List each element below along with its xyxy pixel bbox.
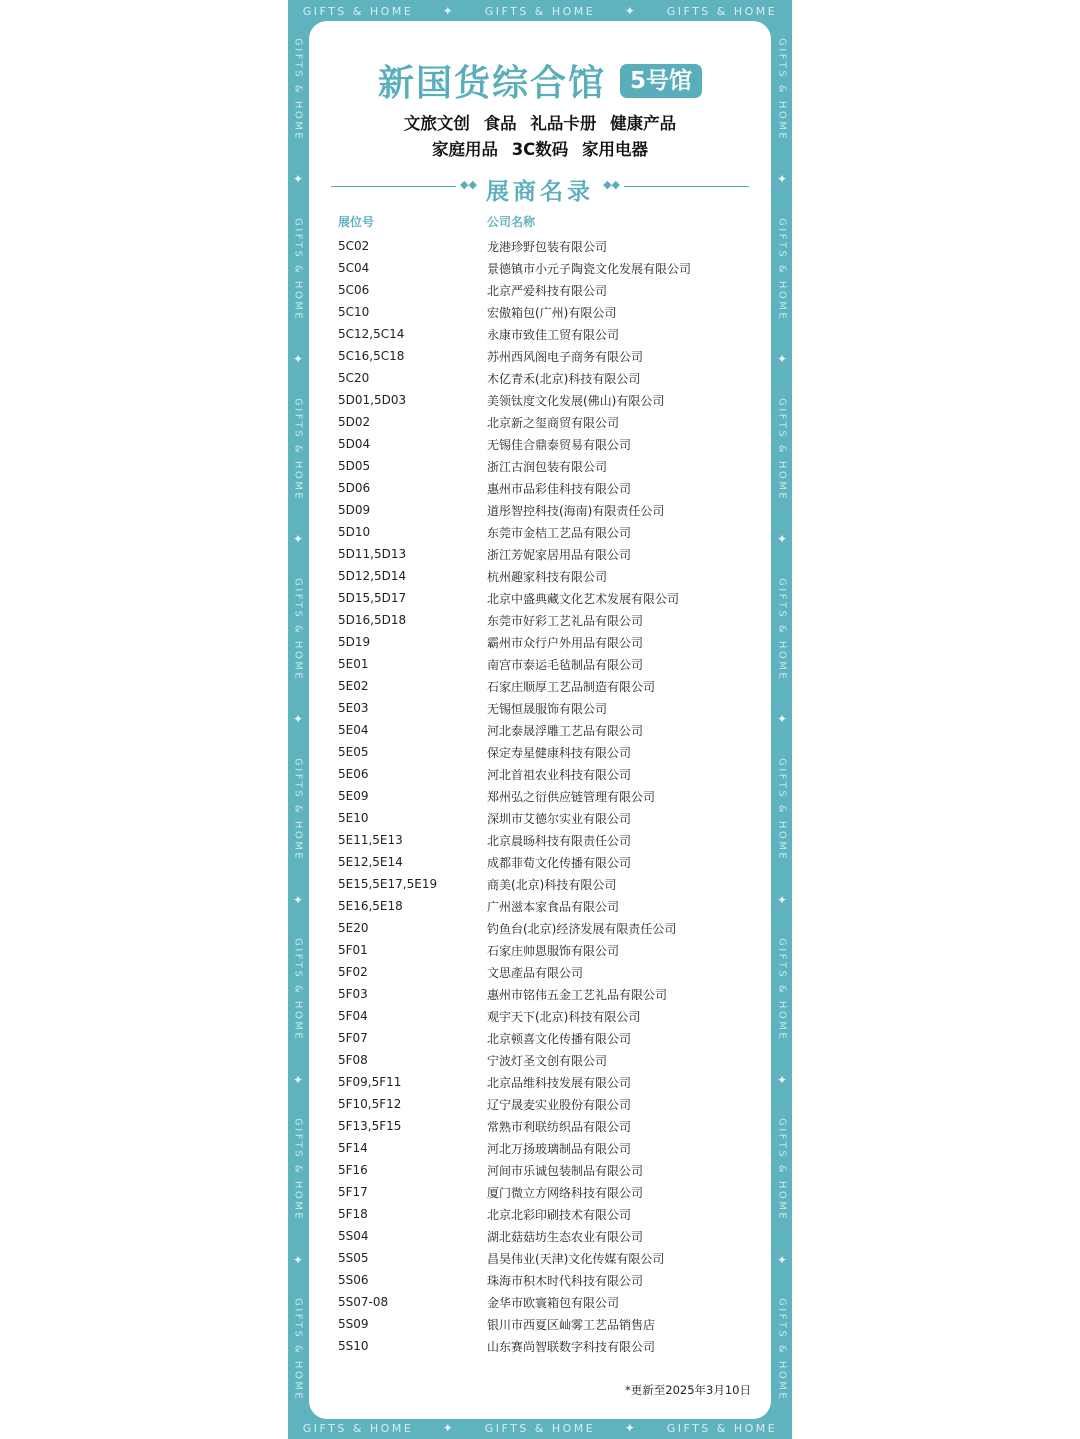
section-divider bbox=[331, 173, 749, 205]
booth-number: 5S07-08 bbox=[338, 1295, 389, 1309]
company-name: 美领钛度文化发展(佛山)有限公司 bbox=[487, 393, 665, 408]
table-row bbox=[338, 433, 748, 455]
booth-number: 5E05 bbox=[338, 745, 369, 759]
table-row bbox=[338, 1115, 748, 1137]
table-row bbox=[338, 389, 748, 411]
border-motif-text: GIFTS & HOME bbox=[292, 217, 304, 321]
company-name: 银川市西夏区屾雾工艺品销售店 bbox=[487, 1317, 656, 1332]
company-name: 河间市乐诚包装制品有限公司 bbox=[487, 1163, 644, 1178]
booth-number: 5S05 bbox=[338, 1251, 369, 1265]
table-row bbox=[338, 1203, 748, 1225]
border-motif-text: GIFTS & HOME bbox=[302, 4, 414, 18]
company-name: 河北万扬玻璃制品有限公司 bbox=[487, 1141, 632, 1156]
diamond-icon: ✦ bbox=[292, 1252, 304, 1267]
table-row bbox=[338, 1137, 748, 1159]
table-row bbox=[338, 807, 748, 829]
company-name: 常熟市利联纺织品有限公司 bbox=[487, 1119, 632, 1134]
booth-number: 5F01 bbox=[338, 943, 368, 957]
booth-number: 5D19 bbox=[338, 635, 371, 649]
section-title: 展商名录 bbox=[486, 179, 594, 205]
booth-number: 5E03 bbox=[338, 701, 369, 715]
category-label: 家用电器 bbox=[582, 140, 649, 159]
company-name: 浙江古润包装有限公司 bbox=[487, 459, 608, 474]
company-name: 景德镇市小元子陶瓷文化发展有限公司 bbox=[487, 261, 692, 276]
diamond-icon: ✦ bbox=[776, 712, 788, 727]
border-motif-text: GIFTS & HOME bbox=[292, 757, 304, 862]
bottom-border-band bbox=[288, 1417, 792, 1439]
company-name: 商美(北京)科技有限公司 bbox=[487, 877, 617, 892]
divider-line bbox=[624, 186, 749, 187]
booth-number: 5F09,5F11 bbox=[338, 1075, 402, 1089]
table-row bbox=[338, 1291, 748, 1313]
table-row bbox=[338, 1027, 748, 1049]
table-row bbox=[338, 983, 748, 1005]
company-name: 厦门微立方网络科技有限公司 bbox=[487, 1185, 644, 1200]
company-name: 道彤智控科技(海南)有限责任公司 bbox=[487, 503, 665, 518]
company-name: 成都菲荀文化传播有限公司 bbox=[487, 855, 632, 870]
page-title: 新国货综合馆 bbox=[377, 63, 606, 104]
booth-number: 5E09 bbox=[338, 789, 369, 803]
table-body bbox=[338, 235, 748, 1357]
border-motif-text: GIFTS & HOME bbox=[776, 757, 788, 862]
company-name: 石家庄帅恩服饰有限公司 bbox=[487, 943, 620, 958]
table-row bbox=[338, 411, 748, 433]
table-row bbox=[338, 1181, 748, 1203]
table-row bbox=[338, 1159, 748, 1181]
border-motif-text: GIFTS & HOME bbox=[776, 1117, 788, 1222]
booth-number: 5D01,5D03 bbox=[338, 393, 407, 407]
header bbox=[309, 55, 771, 106]
booth-number: 5F18 bbox=[338, 1207, 368, 1221]
table-row bbox=[338, 257, 748, 279]
company-name: 北京严爱科技有限公司 bbox=[487, 283, 608, 298]
booth-number: 5E11,5E13 bbox=[338, 833, 403, 847]
table-row bbox=[338, 873, 748, 895]
column-header-company: 公司名称 bbox=[487, 215, 536, 229]
company-name: 宏傲箱包(广州)有限公司 bbox=[487, 305, 617, 320]
company-name: 保定寿星健康科技有限公司 bbox=[487, 745, 632, 760]
booth-number: 5F14 bbox=[338, 1141, 368, 1155]
booth-number: 5D06 bbox=[338, 481, 371, 495]
company-name: 东莞市金桔工艺品有限公司 bbox=[487, 525, 632, 540]
company-name: 永康市致佳工贸有限公司 bbox=[487, 327, 620, 342]
booth-number: 5F02 bbox=[338, 965, 368, 979]
table-row bbox=[338, 895, 748, 917]
table-row bbox=[338, 301, 748, 323]
booth-number: 5E04 bbox=[338, 723, 369, 737]
booth-number: 5F10,5F12 bbox=[338, 1097, 402, 1111]
company-name: 郑州弘之衍供应链管理有限公司 bbox=[487, 789, 656, 804]
categories-line-2 bbox=[309, 136, 771, 160]
table-row bbox=[338, 477, 748, 499]
company-name: 南宫市泰运毛毡制品有限公司 bbox=[487, 657, 644, 672]
company-name: 无锡佳合鼎泰贸易有限公司 bbox=[487, 437, 632, 452]
table-row bbox=[338, 675, 748, 697]
table-row bbox=[338, 785, 748, 807]
company-name: 河北泰晟浮雕工艺品有限公司 bbox=[487, 723, 644, 738]
company-name: 金华市欧寰箱包有限公司 bbox=[487, 1295, 620, 1310]
border-motif-text: GIFTS & HOME bbox=[776, 397, 788, 502]
booth-number: 5C06 bbox=[338, 283, 370, 297]
booth-number: 5E15,5E17,5E19 bbox=[338, 877, 438, 891]
category-label: 文旅文创 bbox=[403, 114, 470, 133]
table-row bbox=[338, 763, 748, 785]
booth-number: 5D15,5D17 bbox=[338, 591, 407, 605]
company-name: 北京顿喜文化传播有限公司 bbox=[487, 1031, 632, 1046]
category-label: 食品 bbox=[483, 114, 517, 133]
right-border-band bbox=[772, 22, 792, 1417]
table-row bbox=[338, 1247, 748, 1269]
border-motif-text: GIFTS & HOME bbox=[776, 1298, 788, 1402]
company-name: 山东赛尚智联数字科技有限公司 bbox=[487, 1339, 656, 1354]
booth-number: 5S10 bbox=[338, 1339, 369, 1353]
booth-number: 5S09 bbox=[338, 1317, 369, 1331]
table-row bbox=[338, 1313, 748, 1335]
company-name: 河北首祖农业科技有限公司 bbox=[487, 767, 632, 782]
booth-number: 5D12,5D14 bbox=[338, 569, 407, 583]
table-row bbox=[338, 697, 748, 719]
company-name: 东莞市好彩工艺礼品有限公司 bbox=[487, 613, 644, 628]
category-label: 礼品卡册 bbox=[530, 114, 597, 133]
company-name: 霸州市众行户外用品有限公司 bbox=[487, 635, 644, 650]
border-motif-text: GIFTS & HOME bbox=[292, 37, 304, 141]
table-row bbox=[338, 235, 748, 257]
booth-number: 5F16 bbox=[338, 1163, 368, 1177]
company-name: 惠州市品彩佳科技有限公司 bbox=[487, 481, 632, 496]
diamond-dots-icon: ◆◆ bbox=[460, 178, 477, 191]
company-name: 苏州西风阁电子商务有限公司 bbox=[487, 349, 644, 364]
table-row bbox=[338, 653, 748, 675]
booth-number: 5D02 bbox=[338, 415, 371, 429]
company-name: 观宇天下(北京)科技有限公司 bbox=[487, 1009, 641, 1024]
table-row bbox=[338, 961, 748, 983]
diamond-icon: ✦ bbox=[776, 1252, 788, 1267]
border-motif-text: GIFTS & HOME bbox=[292, 1298, 304, 1402]
booth-number: 5F17 bbox=[338, 1185, 368, 1199]
booth-number: 5E02 bbox=[338, 679, 369, 693]
table-header bbox=[338, 213, 748, 235]
border-motif-text: GIFTS & HOME bbox=[302, 1421, 414, 1435]
table-row bbox=[338, 367, 748, 389]
booth-number: 5D05 bbox=[338, 459, 371, 473]
table-row bbox=[338, 323, 748, 345]
border-motif-text: GIFTS & HOME bbox=[776, 37, 788, 141]
booth-number: 5F07 bbox=[338, 1031, 368, 1045]
diamond-icon: ✦ bbox=[292, 352, 304, 367]
company-name: 北京北彩印刷技术有限公司 bbox=[487, 1207, 632, 1222]
diamond-dots-icon: ◆◆ bbox=[603, 178, 620, 191]
table-row bbox=[338, 1269, 748, 1291]
table-row bbox=[338, 1225, 748, 1247]
border-motif-text: GIFTS & HOME bbox=[666, 1421, 778, 1435]
table-row bbox=[338, 609, 748, 631]
booth-number: 5D09 bbox=[338, 503, 371, 517]
table-row bbox=[338, 631, 748, 653]
top-border-band bbox=[288, 0, 792, 22]
table-row bbox=[338, 499, 748, 521]
company-name: 北京晨旸科技有限责任公司 bbox=[487, 833, 632, 848]
border-motif-text: GIFTS & HOME bbox=[292, 937, 304, 1042]
exhibitor-table bbox=[338, 213, 748, 1357]
booth-number: 5D11,5D13 bbox=[338, 547, 407, 561]
booth-number: 5C10 bbox=[338, 305, 370, 319]
border-motif-text: GIFTS & HOME bbox=[666, 4, 778, 18]
border-motif-text: GIFTS & HOME bbox=[484, 1421, 596, 1435]
booth-number: 5S04 bbox=[338, 1229, 369, 1243]
border-motif-text: GIFTS & HOME bbox=[484, 4, 596, 18]
company-name: 珠海市积木时代科技有限公司 bbox=[487, 1273, 644, 1288]
company-name: 辽宁晟麦实业股份有限公司 bbox=[487, 1097, 632, 1112]
table-row bbox=[338, 1071, 748, 1093]
company-name: 钓鱼台(北京)经济发展有限责任公司 bbox=[487, 921, 677, 936]
border-motif-text: GIFTS & HOME bbox=[292, 1117, 304, 1222]
table-row bbox=[338, 1335, 748, 1357]
diamond-icon: ✦ bbox=[292, 1072, 304, 1087]
booth-number: 5E01 bbox=[338, 657, 369, 671]
company-name: 北京中盛典藏文化艺术发展有限公司 bbox=[487, 591, 680, 606]
booth-number: 5S06 bbox=[338, 1273, 369, 1287]
booth-number: 5C04 bbox=[338, 261, 370, 275]
table-row bbox=[338, 521, 748, 543]
table-row bbox=[338, 455, 748, 477]
booth-number: 5F08 bbox=[338, 1053, 368, 1067]
diamond-icon: ✦ bbox=[776, 172, 788, 187]
company-name: 湖北菇菇坊生态农业有限公司 bbox=[487, 1229, 644, 1244]
booth-number: 5D04 bbox=[338, 437, 371, 451]
company-name: 昌昊伟业(天津)文化传媒有限公司 bbox=[487, 1251, 665, 1266]
diamond-icon: ✦ bbox=[292, 532, 304, 547]
booth-number: 5D10 bbox=[338, 525, 371, 539]
company-name: 龙港珍野包装有限公司 bbox=[487, 239, 608, 254]
table-row bbox=[338, 1005, 748, 1027]
table-row bbox=[338, 543, 748, 565]
booth-number: 5E06 bbox=[338, 767, 369, 781]
company-name: 杭州趣家科技有限公司 bbox=[487, 569, 608, 584]
border-motif-text: GIFTS & HOME bbox=[292, 397, 304, 502]
booth-number: 5F13,5F15 bbox=[338, 1119, 402, 1133]
table-row bbox=[338, 829, 748, 851]
company-name: 北京新之玺商贸有限公司 bbox=[487, 415, 620, 430]
company-name: 无锡恒晟服饰有限公司 bbox=[487, 701, 608, 716]
left-border-band bbox=[288, 22, 308, 1417]
booth-number: 5E10 bbox=[338, 811, 369, 825]
table-row bbox=[338, 939, 748, 961]
booth-number: 5E12,5E14 bbox=[338, 855, 403, 869]
booth-number: 5C16,5C18 bbox=[338, 349, 405, 363]
booth-number: 5E16,5E18 bbox=[338, 899, 403, 913]
booth-number: 5F03 bbox=[338, 987, 368, 1001]
diamond-icon: ✦ bbox=[776, 1072, 788, 1087]
diamond-icon: ✦ bbox=[624, 1421, 638, 1435]
category-label: 家庭用品 bbox=[431, 140, 498, 159]
diamond-icon: ✦ bbox=[292, 712, 304, 727]
categories-line-1 bbox=[309, 110, 771, 134]
category-label: 健康产品 bbox=[610, 114, 677, 133]
column-header-booth: 展位号 bbox=[338, 215, 375, 229]
table-row bbox=[338, 279, 748, 301]
diamond-icon: ✦ bbox=[442, 1421, 456, 1435]
diamond-icon: ✦ bbox=[292, 172, 304, 187]
category-label: 3C数码 bbox=[511, 140, 569, 159]
booth-number: 5D16,5D18 bbox=[338, 613, 407, 627]
company-name: 浙江芳妮家居用品有限公司 bbox=[487, 547, 632, 562]
border-motif-text: GIFTS & HOME bbox=[776, 217, 788, 321]
hall-badge: 5号馆 bbox=[620, 64, 702, 98]
diamond-icon: ✦ bbox=[624, 4, 638, 18]
update-note: *更新至2025年3月10日 bbox=[625, 1383, 751, 1397]
decorative-frame bbox=[288, 0, 792, 1439]
border-motif-text: GIFTS & HOME bbox=[292, 577, 304, 682]
table-row bbox=[338, 565, 748, 587]
directory-card bbox=[309, 21, 771, 1419]
company-name: 广州滋本家食品有限公司 bbox=[487, 899, 620, 914]
table-row bbox=[338, 1093, 748, 1115]
table-row bbox=[338, 851, 748, 873]
company-name: 宁波灯圣文创有限公司 bbox=[487, 1053, 608, 1068]
diamond-icon: ✦ bbox=[292, 892, 304, 907]
diamond-icon: ✦ bbox=[776, 352, 788, 367]
company-name: 深圳市艾德尔实业有限公司 bbox=[487, 811, 632, 826]
border-motif-text: GIFTS & HOME bbox=[776, 577, 788, 682]
company-name: 木亿青禾(北京)科技有限公司 bbox=[487, 371, 641, 386]
table-row bbox=[338, 741, 748, 763]
diamond-icon: ✦ bbox=[776, 892, 788, 907]
diamond-icon: ✦ bbox=[442, 4, 456, 18]
booth-number: 5C02 bbox=[338, 239, 370, 253]
diamond-icon: ✦ bbox=[776, 532, 788, 547]
company-name: 惠州市铭伟五金工艺礼品有限公司 bbox=[487, 987, 668, 1002]
booth-number: 5E20 bbox=[338, 921, 369, 935]
table-row bbox=[338, 719, 748, 741]
table-row bbox=[338, 587, 748, 609]
table-row bbox=[338, 1049, 748, 1071]
booth-number: 5C20 bbox=[338, 371, 370, 385]
company-name: 北京品维科技发展有限公司 bbox=[487, 1075, 632, 1090]
border-motif-text: GIFTS & HOME bbox=[776, 937, 788, 1042]
table-row bbox=[338, 345, 748, 367]
booth-number: 5C12,5C14 bbox=[338, 327, 405, 341]
booth-number: 5F04 bbox=[338, 1009, 368, 1023]
company-name: 文思產品有限公司 bbox=[487, 965, 584, 980]
table-row bbox=[338, 917, 748, 939]
company-name: 石家庄顺厚工艺品制造有限公司 bbox=[487, 679, 656, 694]
